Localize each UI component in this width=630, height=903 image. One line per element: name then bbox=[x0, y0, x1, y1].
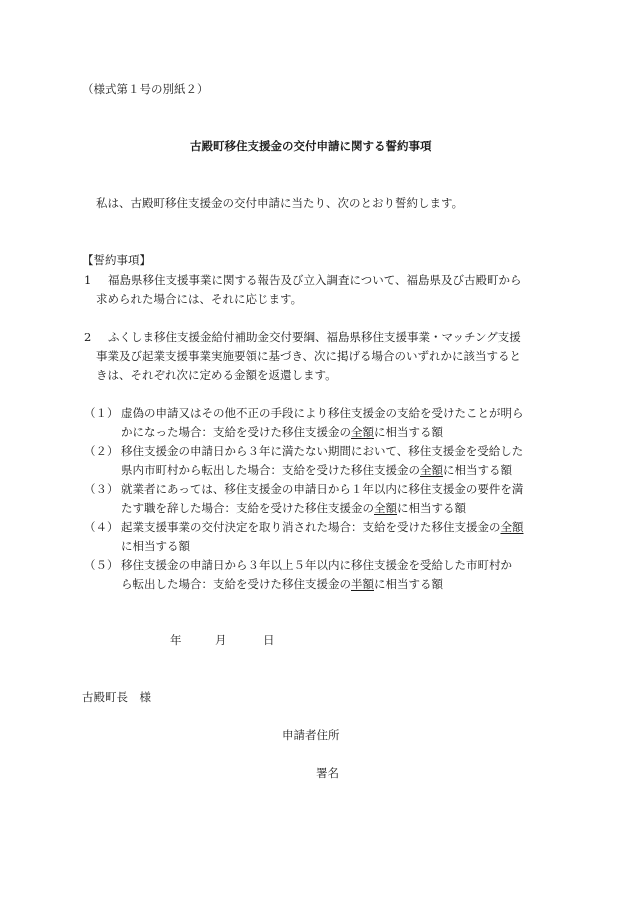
sub-item-number: （５） bbox=[84, 558, 119, 572]
sub-item-text-line: たす職を辞した場合：支給を受けた移住支援金の全額に相当する額 bbox=[121, 501, 466, 515]
sub-item-text-line: ら転出した場合：支給を受けた移住支援金の半額に相当する額 bbox=[121, 577, 443, 591]
underlined-amount: 全額 bbox=[500, 520, 524, 534]
declaration-text: 私は、古殿町移住支援金の交付申請に当たり、次のとおり誓約します。 bbox=[96, 196, 464, 210]
underlined-amount: 全額 bbox=[351, 425, 374, 439]
sub-item-text-line: 虚偽の申請又はその他不正の手段により移住支援金の支給を受けたことが明ら bbox=[121, 406, 524, 420]
addressee: 古殿町長 様 bbox=[82, 690, 151, 704]
date-day-label: 日 bbox=[263, 633, 275, 647]
date-year-label: 年 bbox=[170, 633, 182, 647]
underlined-amount: 全額 bbox=[420, 463, 443, 477]
sub-item-text-line: かになった場合：支給を受けた移住支援金の全額に相当する額 bbox=[121, 425, 443, 439]
underlined-amount: 半額 bbox=[351, 577, 374, 591]
item-number: 1 bbox=[84, 273, 92, 287]
date-month-label: 月 bbox=[215, 633, 227, 647]
item-number: 2 bbox=[84, 330, 92, 344]
sub-item-number: （１） bbox=[84, 406, 119, 420]
item-text-line: きは、それぞれ次に定める金額を返還します。 bbox=[96, 368, 337, 382]
sub-item-number: （４） bbox=[84, 520, 119, 534]
sub-item-text-line: 県内市町村から転出した場合：支給を受けた移住支援金の全額に相当する額 bbox=[121, 463, 512, 477]
form-reference: （様式第１号の別紙２） bbox=[82, 82, 209, 96]
section-heading: 【誓約事項】 bbox=[82, 253, 151, 267]
item-text-line: 福島県移住支援事業に関する報告及び立入調査について、福島県及び古殿町から bbox=[108, 273, 522, 287]
signature-label: 署名 bbox=[316, 766, 339, 780]
sub-item-number: （３） bbox=[84, 482, 119, 496]
item-text-line: 求められた場合には、それに応じます。 bbox=[96, 292, 303, 306]
underlined-amount: 全額 bbox=[374, 501, 397, 515]
item-text-line: ふくしま移住支援金給付補助金交付要綱、福島県移住支援事業・マッチング支援 bbox=[108, 330, 521, 344]
sub-item-text-line: に相当する額 bbox=[121, 539, 190, 553]
applicant-address-label: 申請者住所 bbox=[282, 728, 340, 742]
document-title: 古殿町移住支援金の交付申請に関する誓約事項 bbox=[190, 139, 432, 153]
sub-item-text-line: 移住支援金の申請日から３年以上５年以内に移住支援金を受給した市町村か bbox=[121, 558, 512, 572]
item-text-line: 事業及び起業支援事業実施要領に基づき、次に掲げる場合のいずれかに該当すると bbox=[96, 349, 522, 363]
sub-item-text-line: 就業者にあっては、移住支援金の申請日から１年以内に移住支援金の要件を満 bbox=[121, 482, 524, 496]
sub-item-text-line: 起業支援事業の交付決定を取り消された場合：支給を受けた移住支援金の全額 bbox=[121, 520, 524, 534]
sub-item-number: （２） bbox=[84, 444, 119, 458]
sub-item-text-line: 移住支援金の申請日から３年に満たない期間において、移住支援金を受給した bbox=[121, 444, 524, 458]
